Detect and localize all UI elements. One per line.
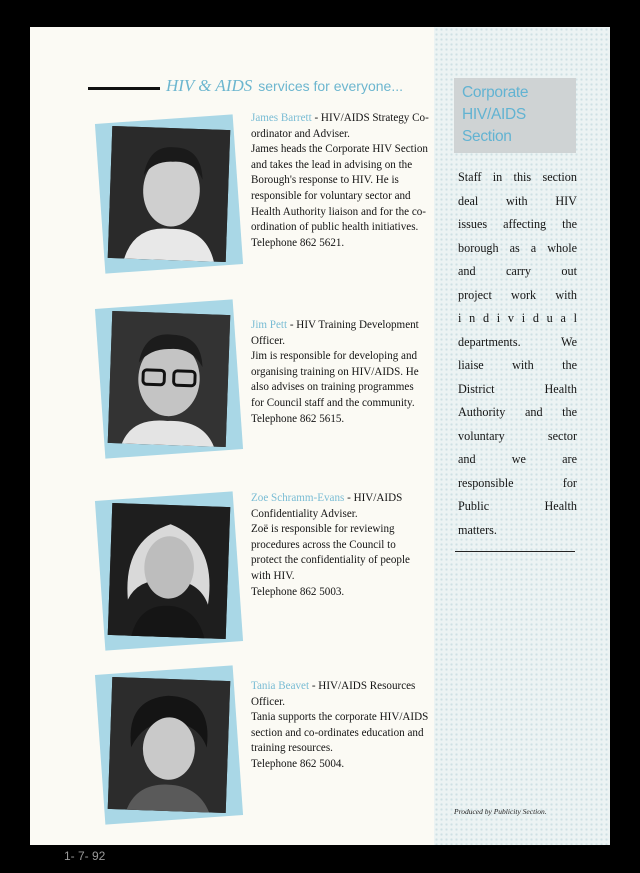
portrait-image xyxy=(108,126,231,262)
section-text-line: departments. We xyxy=(458,334,577,349)
section-title-line: Section xyxy=(462,128,512,145)
portrait-woman-icon xyxy=(108,503,231,639)
header-rule xyxy=(88,87,160,90)
staff-role: - HIV/AIDS Resources Officer. xyxy=(251,680,416,708)
produced-by-credit: Produced by Publicity Section. xyxy=(454,807,547,816)
portrait-woman-curly-icon xyxy=(108,677,231,813)
header-title: HIV & AIDS xyxy=(166,76,253,95)
section-text-line: issues affecting the xyxy=(458,217,577,231)
section-text-line: District Health xyxy=(458,381,577,396)
section-title xyxy=(454,78,576,148)
staff-description: James heads the Corporate HIV Section and takes the lead in advising on the Borough's response to HIV. He is responsible for voluntary sector and Health Authority liaison and for the co-ordination of public health initiatives. xyxy=(251,143,428,234)
portrait-man-glasses-icon xyxy=(108,311,231,447)
staff-role: - HIV/AIDS Confidentiality Adviser. xyxy=(251,492,403,520)
staff-bio-jim-pett xyxy=(251,318,429,427)
staff-bio-tania-beavet xyxy=(251,679,429,773)
section-text-line: and we are xyxy=(458,452,577,466)
staff-role: - HIV/AIDS Strategy Co-ordinator and Adviser. xyxy=(251,112,429,140)
staff-bio-zoe-schramm-evans xyxy=(251,491,429,600)
staff-photo-james-barrett xyxy=(100,119,238,269)
section-text-line: Authority and the xyxy=(458,405,577,419)
staff-telephone: Telephone 862 5621. xyxy=(251,236,345,249)
staff-photo-jim-pett xyxy=(100,304,238,454)
handwritten-date: 1- 7- 92 xyxy=(64,849,106,863)
portrait-man-icon xyxy=(108,126,231,262)
staff-name: Zoe Schramm-Evans xyxy=(251,492,345,504)
portrait-image xyxy=(108,677,231,813)
staff-description: Jim is responsible for developing and organising training on HIV/AIDS. He also advises on training programmes for Council staff and the community. xyxy=(251,350,419,409)
section-text-line: and carry out xyxy=(458,264,577,278)
staff-role: - HIV Training Development Officer. xyxy=(251,319,419,347)
section-text-line: i n d i v i d u a l xyxy=(458,311,577,325)
staff-telephone: Telephone 862 5004. xyxy=(251,757,345,770)
section-text-line: voluntary sector xyxy=(458,428,577,443)
staff-telephone: Telephone 862 5003. xyxy=(251,585,345,598)
section-title-box xyxy=(454,78,576,153)
leaflet-page xyxy=(30,27,610,863)
section-text-line: matters. xyxy=(458,522,497,537)
portrait-image xyxy=(108,311,231,447)
sidebar-rule xyxy=(455,551,575,552)
staff-bio-james-barrett xyxy=(251,111,429,251)
section-text-line: project work with xyxy=(458,287,577,302)
section-title-line: Corporate xyxy=(462,84,529,101)
staff-name: Jim Pett xyxy=(251,319,288,331)
section-text-line: deal with HIV xyxy=(458,193,577,208)
section-text-line: Staff in this section xyxy=(458,170,577,184)
section-title-line: HIV/AIDS xyxy=(462,106,526,123)
page-header xyxy=(166,76,403,96)
staff-description: Tania supports the corporate HIV/AIDS section and co-ordinates education and training resources. xyxy=(251,711,429,755)
section-text-line: responsible for xyxy=(458,475,577,490)
staff-telephone: Telephone 862 5615. xyxy=(251,412,345,425)
staff-name: James Barrett xyxy=(251,112,312,124)
header-subtitle: services for everyone... xyxy=(258,78,403,94)
section-text-line: Public Health xyxy=(458,499,577,513)
staff-description: Zoë is responsible for reviewing procedures across the Council to protect the confidentiality of people with HIV. xyxy=(251,523,410,582)
staff-photo-zoe-schramm-evans xyxy=(100,496,238,646)
section-text-line: borough as a whole xyxy=(458,240,577,255)
staff-name: Tania Beavet xyxy=(251,680,310,692)
section-description xyxy=(458,166,577,542)
portrait-image xyxy=(108,503,231,639)
staff-photo-tania-beavet xyxy=(100,670,238,820)
section-text-line: liaise with the xyxy=(458,358,577,372)
